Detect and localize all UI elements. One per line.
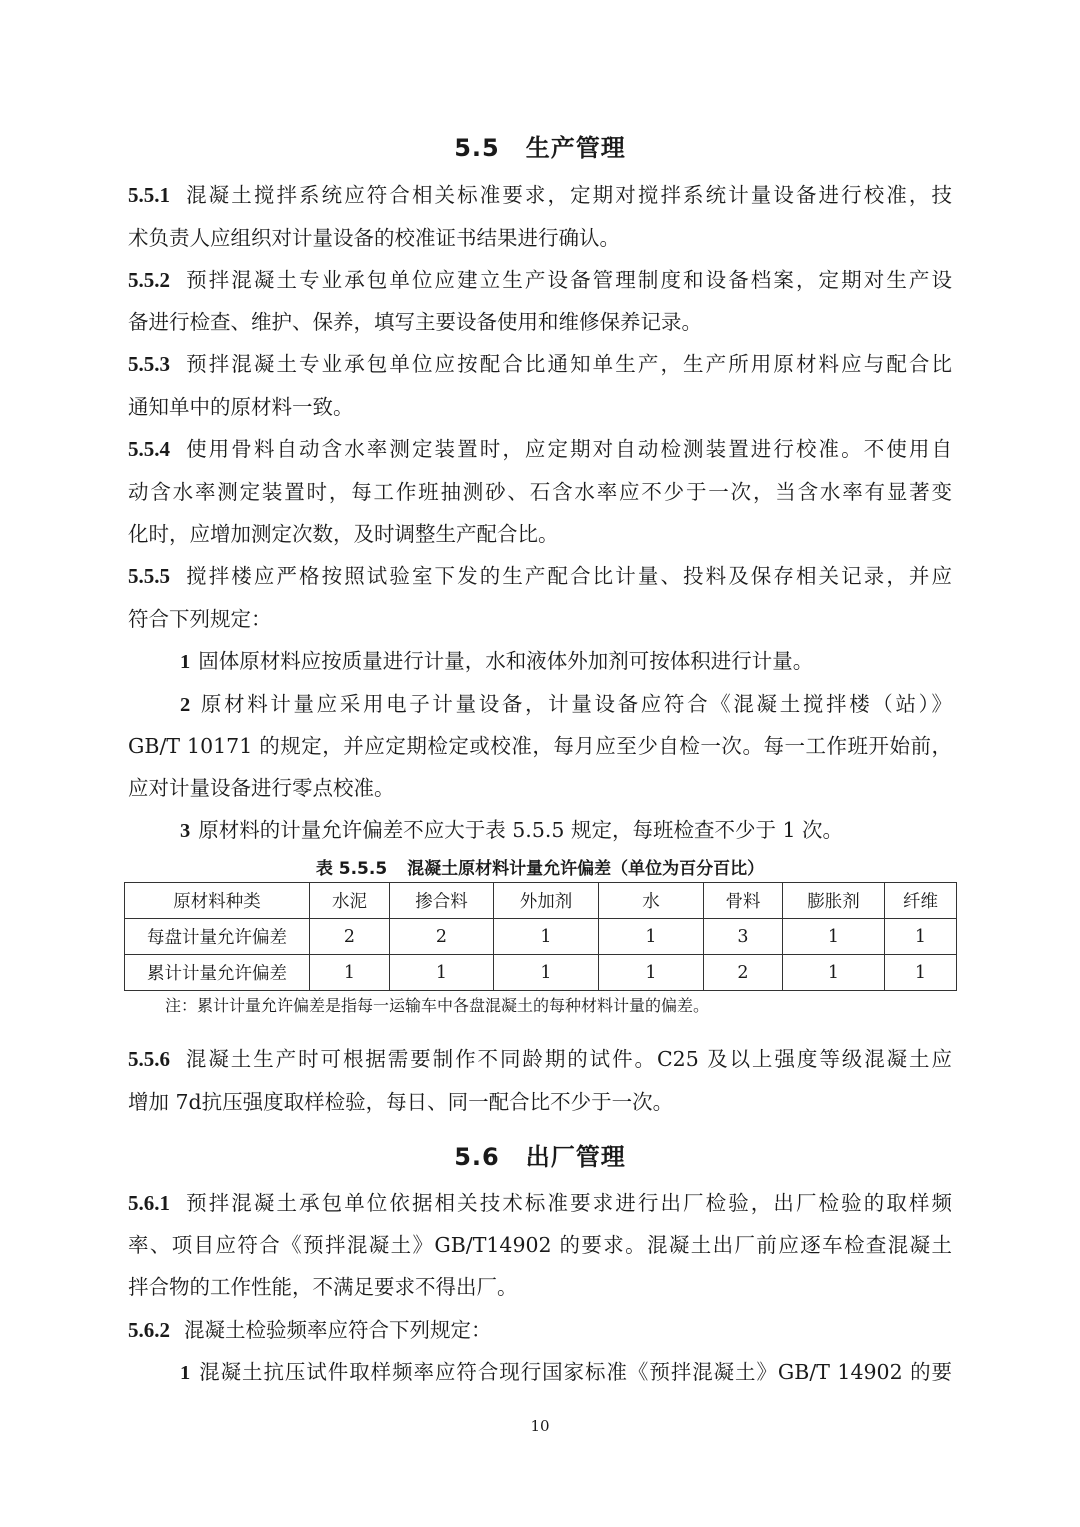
item-number: 1	[180, 1362, 191, 1384]
clause-text: 动含水率测定装置时，每工作班抽测砂、石含水率应不少于一次，当含水率有显著变	[128, 480, 952, 504]
section-heading-5-6	[0, 1142, 1080, 1172]
table-cell: 累计计量允许偏差	[125, 955, 310, 991]
clause-text: 混凝土生产时可根据需要制作不同龄期的试件。C25 及以上强度等级混凝土应	[184, 1047, 952, 1071]
clause-number: 5.5.6	[128, 1047, 170, 1071]
table-cell: 1	[390, 955, 494, 991]
clause-5-6-2-line-1	[128, 1316, 952, 1344]
table-header-cell: 外加剂	[494, 883, 599, 919]
table-cell: 2	[704, 955, 783, 991]
clause-5-5-2-line-1	[128, 266, 952, 294]
table-header-row	[125, 883, 957, 919]
clause-text: 搅拌楼应严格按照试验室下发的生产配合比计量、投料及保存相关记录，并应	[184, 564, 952, 588]
item-text: 原材料计量应采用电子计量设备，计量设备应符合《混凝土搅拌楼（站）》	[198, 692, 952, 716]
table-cell: 1	[885, 919, 957, 955]
clause-number: 5.6.2	[128, 1318, 170, 1342]
table-header-cell: 膨胀剂	[783, 883, 885, 919]
clause-5-5-3-line-1	[128, 350, 952, 378]
clause-5-6-1-line-1	[128, 1189, 952, 1217]
clause-5-5-3-line-2	[128, 393, 952, 421]
table-number: 表 5.5.5	[315, 859, 388, 879]
item-number: 3	[180, 820, 191, 842]
table-cell: 1	[783, 919, 885, 955]
clause-5-5-4-line-2	[128, 478, 952, 506]
item-text: 应对计量设备进行零点校准。	[128, 776, 395, 800]
table-cell: 1	[494, 955, 599, 991]
table-row	[125, 955, 957, 991]
item-text: GB/T 10171 的规定，并应定期检定或校准，每月应至少自检一次。每一工作班开始前，	[128, 734, 952, 758]
section-number: 5.6	[454, 1143, 500, 1171]
item-number: 2	[180, 694, 191, 716]
clause-text: 增加 7d抗压强度取样检验，每日、同一配合比不少于一次。	[128, 1090, 674, 1114]
item-2-line-1	[180, 690, 952, 719]
clause-text: 预拌混凝土承包单位依据相关技术标准要求进行出厂检验，出厂检验的取样频	[184, 1191, 952, 1215]
table-header-cell: 原材料种类	[125, 883, 310, 919]
clause-number: 5.5.1	[128, 183, 170, 207]
table-caption	[0, 857, 1080, 881]
page-number: 10	[530, 1417, 550, 1435]
clause-text: 预拌混凝土专业承包单位应按配合比通知单生产，生产所用原材料应与配合比	[184, 352, 952, 376]
clause-text: 化时，应增加测定次数，及时调整生产配合比。	[128, 522, 559, 546]
clause-text: 通知单中的原材料一致。	[128, 395, 354, 419]
clause-5-5-2-line-2	[128, 308, 952, 336]
item-text: 固体原材料应按质量进行计量，水和液体外加剂可按体积进行计量。	[198, 649, 814, 673]
item-text: 混凝土抗压试件取样频率应符合现行国家标准《预拌混凝土》GB/T 14902 的要	[198, 1360, 952, 1384]
clause-5-5-4-line-1	[128, 435, 952, 463]
item-2-line-2	[128, 732, 952, 760]
clause-5-5-5-line-1	[128, 562, 952, 590]
section-heading-5-5	[0, 133, 1080, 163]
table-cell: 3	[704, 919, 783, 955]
table-header-cell: 纤维	[885, 883, 957, 919]
clause-text: 混凝土搅拌系统应符合相关标准要求，定期对搅拌系统计量设备进行校准，技	[184, 183, 952, 207]
section-title: 出厂管理	[525, 1143, 626, 1171]
clause-text: 拌合物的工作性能，不满足要求不得出厂。	[128, 1275, 518, 1299]
table-cell: 2	[310, 919, 390, 955]
table-cell: 1	[783, 955, 885, 991]
item-2-line-3	[128, 774, 952, 802]
item-1	[180, 647, 952, 676]
clause-number: 5.5.5	[128, 564, 170, 588]
table-cell: 2	[390, 919, 494, 955]
clause-number: 5.5.2	[128, 268, 170, 292]
table-header-cell: 掺合料	[390, 883, 494, 919]
table-cell: 每盘计量允许偏差	[125, 919, 310, 955]
clause-5-5-1-line-1	[128, 181, 952, 209]
clause-text: 预拌混凝土专业承包单位应建立生产设备管理制度和设备档案，定期对生产设	[184, 268, 952, 292]
table-row	[125, 919, 957, 955]
clause-number: 5.5.4	[128, 437, 170, 461]
clause-5-5-6-line-2	[128, 1088, 952, 1116]
table-header-cell: 水	[599, 883, 704, 919]
table-note: 注：累计计量允许偏差是指每一运输车中各盘混凝土的每种材料计量的偏差。	[165, 996, 710, 1015]
item-text: 原材料的计量允许偏差不应大于表 5.5.5 规定，每班检查不少于 1 次。	[198, 818, 844, 842]
clause-number: 5.6.1	[128, 1191, 170, 1215]
item-3	[180, 816, 952, 845]
clause-number: 5.5.3	[128, 352, 170, 376]
clause-text: 术负责人应组织对计量设备的校准证书结果进行确认。	[128, 226, 620, 250]
clause-5-5-4-line-3	[128, 520, 952, 548]
clause-text: 备进行检查、维护、保养，填写主要设备使用和维修保养记录。	[128, 310, 702, 334]
section-number: 5.5	[454, 134, 500, 162]
item-number: 1	[180, 651, 191, 673]
clause-5-6-1-line-2	[128, 1231, 952, 1259]
clause-5-6-2-item-1	[180, 1358, 952, 1387]
clause-text: 符合下列规定：	[128, 607, 272, 631]
clause-5-5-6-line-1	[128, 1045, 952, 1073]
clause-text: 率、项目应符合《预拌混凝土》GB/T14902 的要求。混凝土出厂前应逐车检查混凝土	[128, 1233, 952, 1257]
table-cell: 1	[310, 955, 390, 991]
table-cell: 1	[494, 919, 599, 955]
table-header-cell: 水泥	[310, 883, 390, 919]
section-title: 生产管理	[525, 134, 626, 162]
table-header-cell: 骨料	[704, 883, 783, 919]
table-cell: 1	[885, 955, 957, 991]
table-cell: 1	[599, 955, 704, 991]
clause-5-5-5-line-2	[128, 605, 952, 633]
clause-text: 使用骨料自动含水率测定装置时，应定期对自动检测装置进行校准。不使用自	[184, 437, 952, 461]
table-cell: 1	[599, 919, 704, 955]
table-title: 混凝土原材料计量允许偏差（单位为百分百比）	[407, 859, 765, 879]
clause-5-5-1-line-2	[128, 224, 952, 252]
tolerance-table	[124, 882, 957, 991]
clause-5-6-1-line-3	[128, 1273, 952, 1301]
clause-text: 混凝土检验频率应符合下列规定：	[184, 1318, 492, 1342]
